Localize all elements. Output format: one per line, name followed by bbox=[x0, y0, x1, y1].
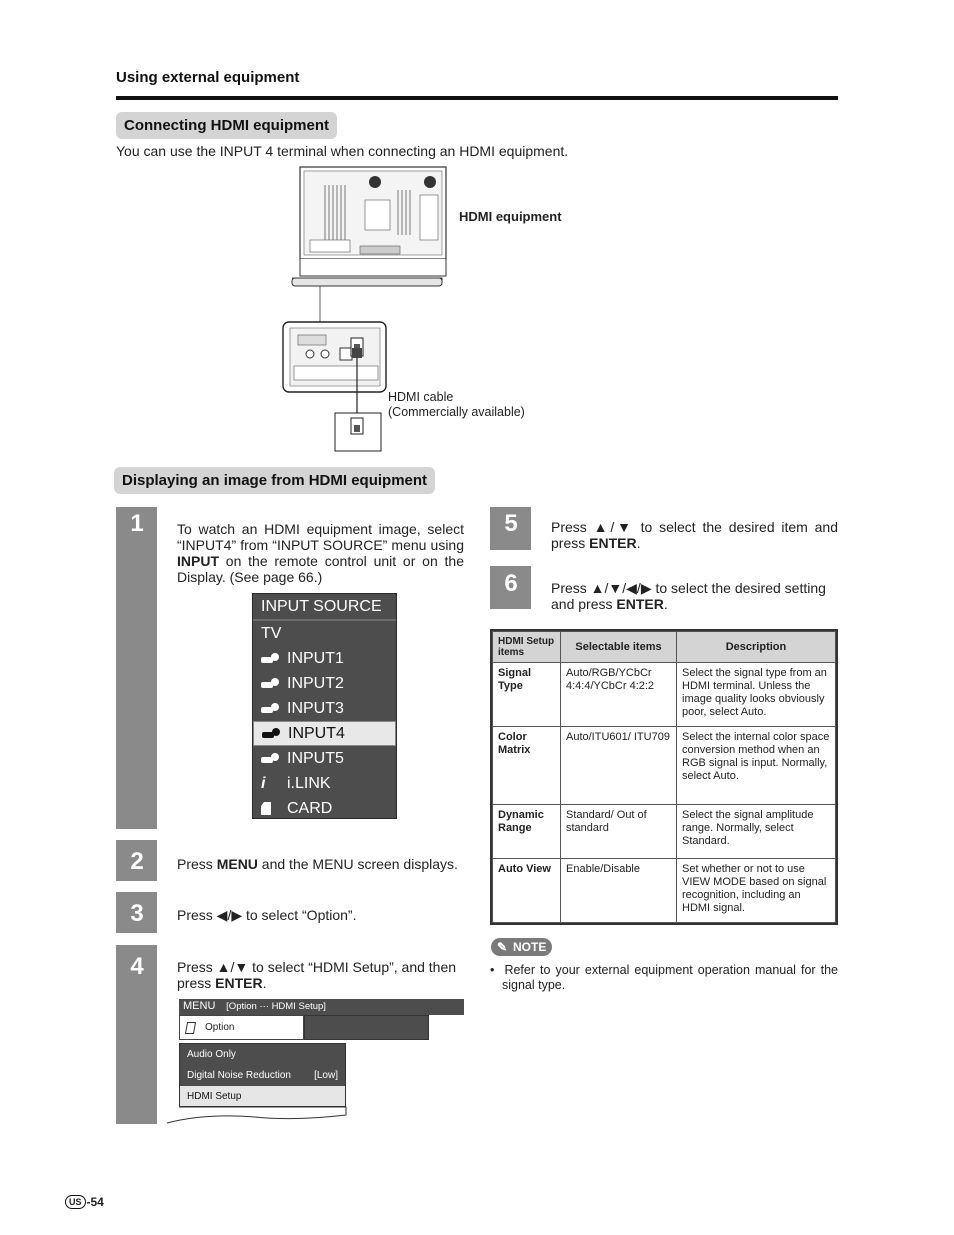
input-terminal-icon bbox=[261, 653, 279, 665]
table-cell-item: Dynamic Range bbox=[493, 805, 561, 859]
step-6-text-b: . bbox=[663, 596, 668, 612]
step-4-bold: ENTER bbox=[215, 975, 263, 991]
pencil-icon: ✎ bbox=[497, 940, 508, 954]
input-source-title: INPUT SOURCE bbox=[253, 594, 396, 621]
input-source-menu bbox=[252, 593, 397, 819]
menu-item-audio-only[interactable] bbox=[180, 1044, 345, 1065]
menu-screen-list bbox=[179, 1043, 346, 1107]
input-terminal-icon bbox=[261, 678, 279, 690]
step-bar-1 bbox=[116, 507, 157, 829]
table-row bbox=[493, 805, 836, 859]
input-source-item-input1-label: INPUT1 bbox=[287, 649, 344, 667]
input-source-item-card[interactable] bbox=[253, 796, 396, 821]
table-cell-description: Select the internal color space conversion method when an RGB signal is input. Normally, select Auto. bbox=[677, 727, 836, 805]
step-1-text bbox=[177, 521, 464, 585]
note-badge bbox=[491, 938, 552, 956]
input-source-item-input3-label: INPUT3 bbox=[287, 699, 344, 717]
connecting-intro: You can use the INPUT 4 terminal when connecting an HDMI equipment. bbox=[116, 143, 569, 159]
table-row bbox=[493, 859, 836, 923]
table-header-selectable: Selectable items bbox=[561, 632, 677, 663]
displaying-heading: Displaying an image from HDMI equipment bbox=[114, 467, 435, 494]
input-source-item-input3[interactable] bbox=[253, 696, 396, 721]
note-badge-label: NOTE bbox=[513, 940, 547, 954]
input-source-item-input5-label: INPUT5 bbox=[287, 749, 344, 767]
section-title: Using external equipment bbox=[116, 69, 300, 86]
step-2-text-b: and the MENU screen displays. bbox=[257, 856, 458, 872]
menu-item-hdmi-setup-label: HDMI Setup bbox=[187, 1091, 242, 1102]
input-source-item-ilink-label: i.LINK bbox=[287, 774, 331, 792]
page-number: -54 bbox=[86, 1195, 104, 1209]
step-6-text bbox=[551, 580, 838, 612]
hdmi-setup-table bbox=[492, 631, 836, 923]
step-6-text-a: Press ▲/▼/◀/▶ to select the desired setting and press bbox=[551, 580, 826, 612]
hdmi-cable-label-line1: HDMI cable bbox=[388, 390, 454, 404]
table-cell-description: Set whether or not to use VIEW MODE based on signal recognition, including an HDMI signal. bbox=[677, 859, 836, 923]
step-4-text-b: . bbox=[262, 975, 267, 991]
menu-item-digital-noise-reduction[interactable] bbox=[180, 1065, 345, 1086]
table-cell-selectable: Standard/ Out of standard bbox=[561, 805, 677, 859]
header-rule bbox=[116, 96, 838, 100]
table-header-items: HDMI Setup items bbox=[493, 632, 561, 663]
input-source-item-input2-label: INPUT2 bbox=[287, 674, 344, 692]
menu-item-dnr-value: [Low] bbox=[314, 1070, 338, 1081]
input-source-item-input5[interactable] bbox=[253, 746, 396, 771]
table-row bbox=[493, 727, 836, 805]
step-1-text-b: on the remote control unit or on the Display. (See page 66.) bbox=[177, 553, 464, 585]
step-1-bold: INPUT bbox=[177, 553, 219, 569]
table-cell-selectable: Auto/RGB/YCbCr 4:4:4/YCbCr 4:2:2 bbox=[561, 663, 677, 727]
table-header-row bbox=[493, 632, 836, 663]
ilink-icon: i bbox=[261, 774, 266, 792]
step-5-text-a: Press ▲/▼ to select the desired item and press bbox=[551, 519, 838, 551]
input-source-item-input1[interactable] bbox=[253, 646, 396, 671]
menu-screen-tab-option[interactable] bbox=[179, 1015, 304, 1040]
hdmi-cable-label bbox=[388, 390, 525, 420]
menu-item-audio-only-label: Audio Only bbox=[187, 1049, 236, 1060]
table-cell-item: Color Matrix bbox=[493, 727, 561, 805]
menu-screen-breadcrumb: [Option ··· HDMI Setup] bbox=[226, 1001, 326, 1012]
step-2-text bbox=[177, 856, 467, 872]
note-text-body: Refer to your external equipment operation manual for the signal type. bbox=[502, 963, 838, 992]
table-header-description: Description bbox=[677, 632, 836, 663]
input-source-item-input2[interactable] bbox=[253, 671, 396, 696]
step-5-text bbox=[551, 519, 838, 551]
table-cell-item: Auto View bbox=[493, 859, 561, 923]
note-text: • Refer to your external equipment operation manual for the signal type. bbox=[490, 963, 838, 992]
option-icon bbox=[185, 1022, 196, 1034]
menu-item-hdmi-setup[interactable] bbox=[180, 1086, 345, 1106]
menu-screen-header bbox=[179, 999, 464, 1015]
menu-screen-torn-edge bbox=[165, 1105, 350, 1127]
step-4-number: 4 bbox=[130, 953, 144, 980]
menu-screen-label: MENU bbox=[183, 1000, 216, 1012]
step-2-text-a: Press bbox=[177, 856, 217, 872]
step-1-text-a: To watch an HDMI equipment image, select “INPUT4” from “INPUT SOURCE” menu using bbox=[177, 521, 464, 553]
connecting-heading: Connecting HDMI equipment bbox=[116, 112, 337, 139]
step-2-bold: MENU bbox=[216, 856, 258, 872]
input-source-item-tv-label: TV bbox=[261, 624, 282, 642]
input-source-item-card-label: CARD bbox=[287, 799, 333, 817]
input-terminal-icon bbox=[261, 753, 279, 765]
page-footer bbox=[65, 1195, 104, 1209]
table-row bbox=[493, 663, 836, 727]
step-5-bold: ENTER bbox=[589, 535, 637, 551]
table-cell-item: Signal Type bbox=[493, 663, 561, 727]
hdmi-cable-label-line2: (Commercially available) bbox=[388, 405, 525, 419]
input-source-item-input4-label: INPUT4 bbox=[288, 724, 345, 742]
card-icon bbox=[261, 802, 271, 815]
menu-item-dnr-label: Digital Noise Reduction bbox=[187, 1070, 291, 1081]
input-terminal-icon bbox=[261, 703, 279, 715]
input-source-item-input4[interactable] bbox=[253, 721, 396, 746]
input-source-item-tv[interactable] bbox=[253, 621, 396, 646]
step-5-text-b: . bbox=[636, 535, 641, 551]
step-4-text bbox=[177, 959, 467, 991]
table-cell-selectable: Enable/Disable bbox=[561, 859, 677, 923]
step-2-number: 2 bbox=[130, 848, 144, 875]
hdmi-equipment-label: HDMI equipment bbox=[459, 209, 562, 224]
hdmi-setup-table-wrap bbox=[490, 629, 838, 925]
menu-screen-tab-bar bbox=[304, 1015, 429, 1040]
step-1-number: 1 bbox=[130, 510, 144, 537]
step-6-bold: ENTER bbox=[616, 596, 664, 612]
input-source-item-ilink[interactable] bbox=[253, 771, 396, 796]
step-4-text-a: Press ▲/▼ to select “HDMI Setup”, and then press bbox=[177, 959, 457, 991]
menu-screen-tab-option-label: Option bbox=[205, 1022, 235, 1033]
step-3-number: 3 bbox=[130, 900, 144, 927]
step-3-text: Press ◀/▶ to select “Option”. bbox=[177, 907, 357, 923]
table-cell-description: Select the signal type from an HDMI terminal. Unless the image quality looks obviously poor, select Auto. bbox=[677, 663, 836, 727]
step-5-number: 5 bbox=[504, 510, 518, 537]
table-cell-description: Select the signal amplitude range. Normally, select Standard. bbox=[677, 805, 836, 859]
input-terminal-icon bbox=[262, 728, 280, 740]
table-cell-selectable: Auto/ITU601/ ITU709 bbox=[561, 727, 677, 805]
region-badge: US bbox=[65, 1195, 86, 1209]
step-6-number: 6 bbox=[504, 570, 518, 597]
